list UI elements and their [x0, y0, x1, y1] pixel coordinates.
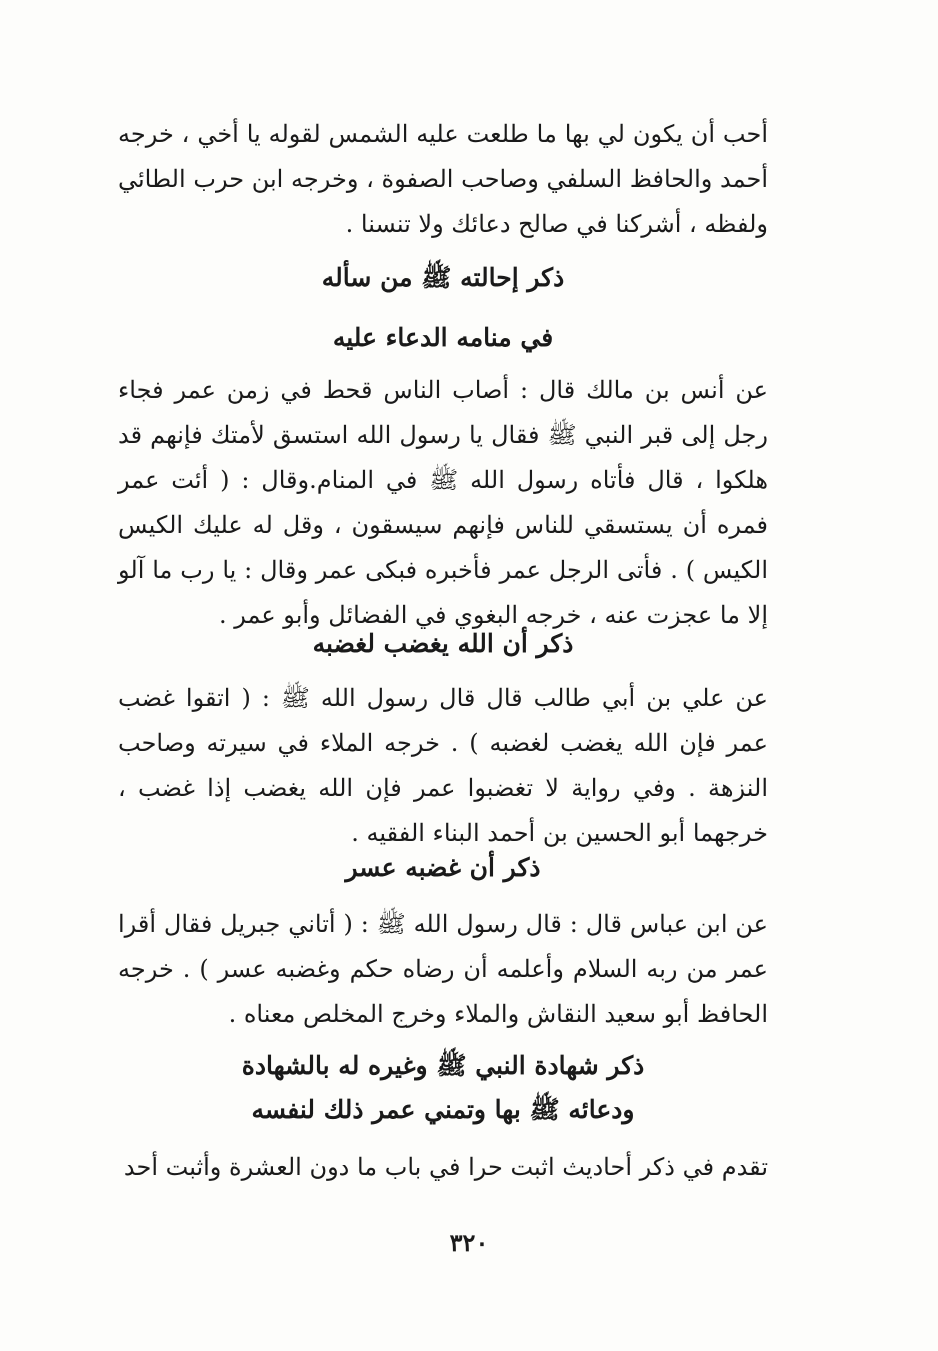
section-heading-1-line-1: ذكر إحالته ﷺ من سأله	[321, 263, 565, 292]
paragraph-intro	[118, 112, 768, 247]
section-heading-4-line-2: ودعائه ﷺ بها وتمني عمر ذلك لنفسه	[251, 1095, 635, 1124]
section-heading-3: ذكر أن غضبه عسر	[345, 853, 541, 882]
paragraph-ibn-abbas-hadith	[118, 902, 768, 1037]
section-heading-4-line-1: ذكر شهادة النبي ﷺ وغيره له بالشهادة	[241, 1051, 645, 1080]
section-heading-2: ذكر أن الله يغضب لغضبه	[312, 629, 574, 658]
paragraph-text: عن ابن عباس قال : قال رسول الله ﷺ : ( أتاني جبريل فقال أقرا عمر من ربه السلام وأعلمه أن رضاه حكم وغضبه عسر ) . خرجه الحافظ أبو سعيد النقاش والملاء وخرج المخلص معناه .	[118, 910, 768, 1028]
paragraph-text: عن علي بن أبي طالب قال قال رسول الله ﷺ : ( اتقوا غضب عمر فإن الله يغضب لغضبه ) . خرجه الملاء في سيرته وصاحب النزهة . وفي رواية لا تغضبوا عمر فإن الله يغضب إذا غضب ، خرجهما أبو الحسين بن أحمد البناء الفقيه .	[118, 684, 768, 847]
section-heading-1-line-2: في منامه الدعاء عليه	[332, 323, 554, 352]
paragraph-closing	[118, 1145, 768, 1190]
paragraph-text: أحب أن يكون لي بها ما طلعت عليه الشمس لقوله يا أخي ، خرجه أحمد والحافظ السلفي وصاحب الصفوة ، وخرجه ابن حرب الطائي ولفظه ، أشركنا في صالح دعائك ولا تنسنا .	[118, 120, 769, 238]
paragraph-anas-hadith	[118, 368, 768, 638]
paragraph-text: عن أنس بن مالك قال : أصاب الناس قحط في زمن عمر فجاء رجل إلى قبر النبي ﷺ فقال يا رسول الله استسق لأمتك فإنهم قد هلكوا ، قال فأتاه رسول الله ﷺ في المنام.وقال : ( أئت عمر فمره أن يستسقي للناس فإنهم سيسقون ، وقل له عليك الكيس الكيس ) . فأتى الرجل عمر فأخبره فبكى عمر وقال : يا رب ما آلو إلا ما عجزت عنه ، خرجه البغوي في الفضائل وأبو عمر .	[118, 376, 769, 629]
paragraph-text: تقدم في ذكر أحاديث اثبت حرا في باب ما دون العشرة وأثبت أحد	[123, 1153, 768, 1181]
paragraph-ali-hadith	[118, 676, 768, 856]
page-number: ٣٢٠	[449, 1228, 489, 1257]
